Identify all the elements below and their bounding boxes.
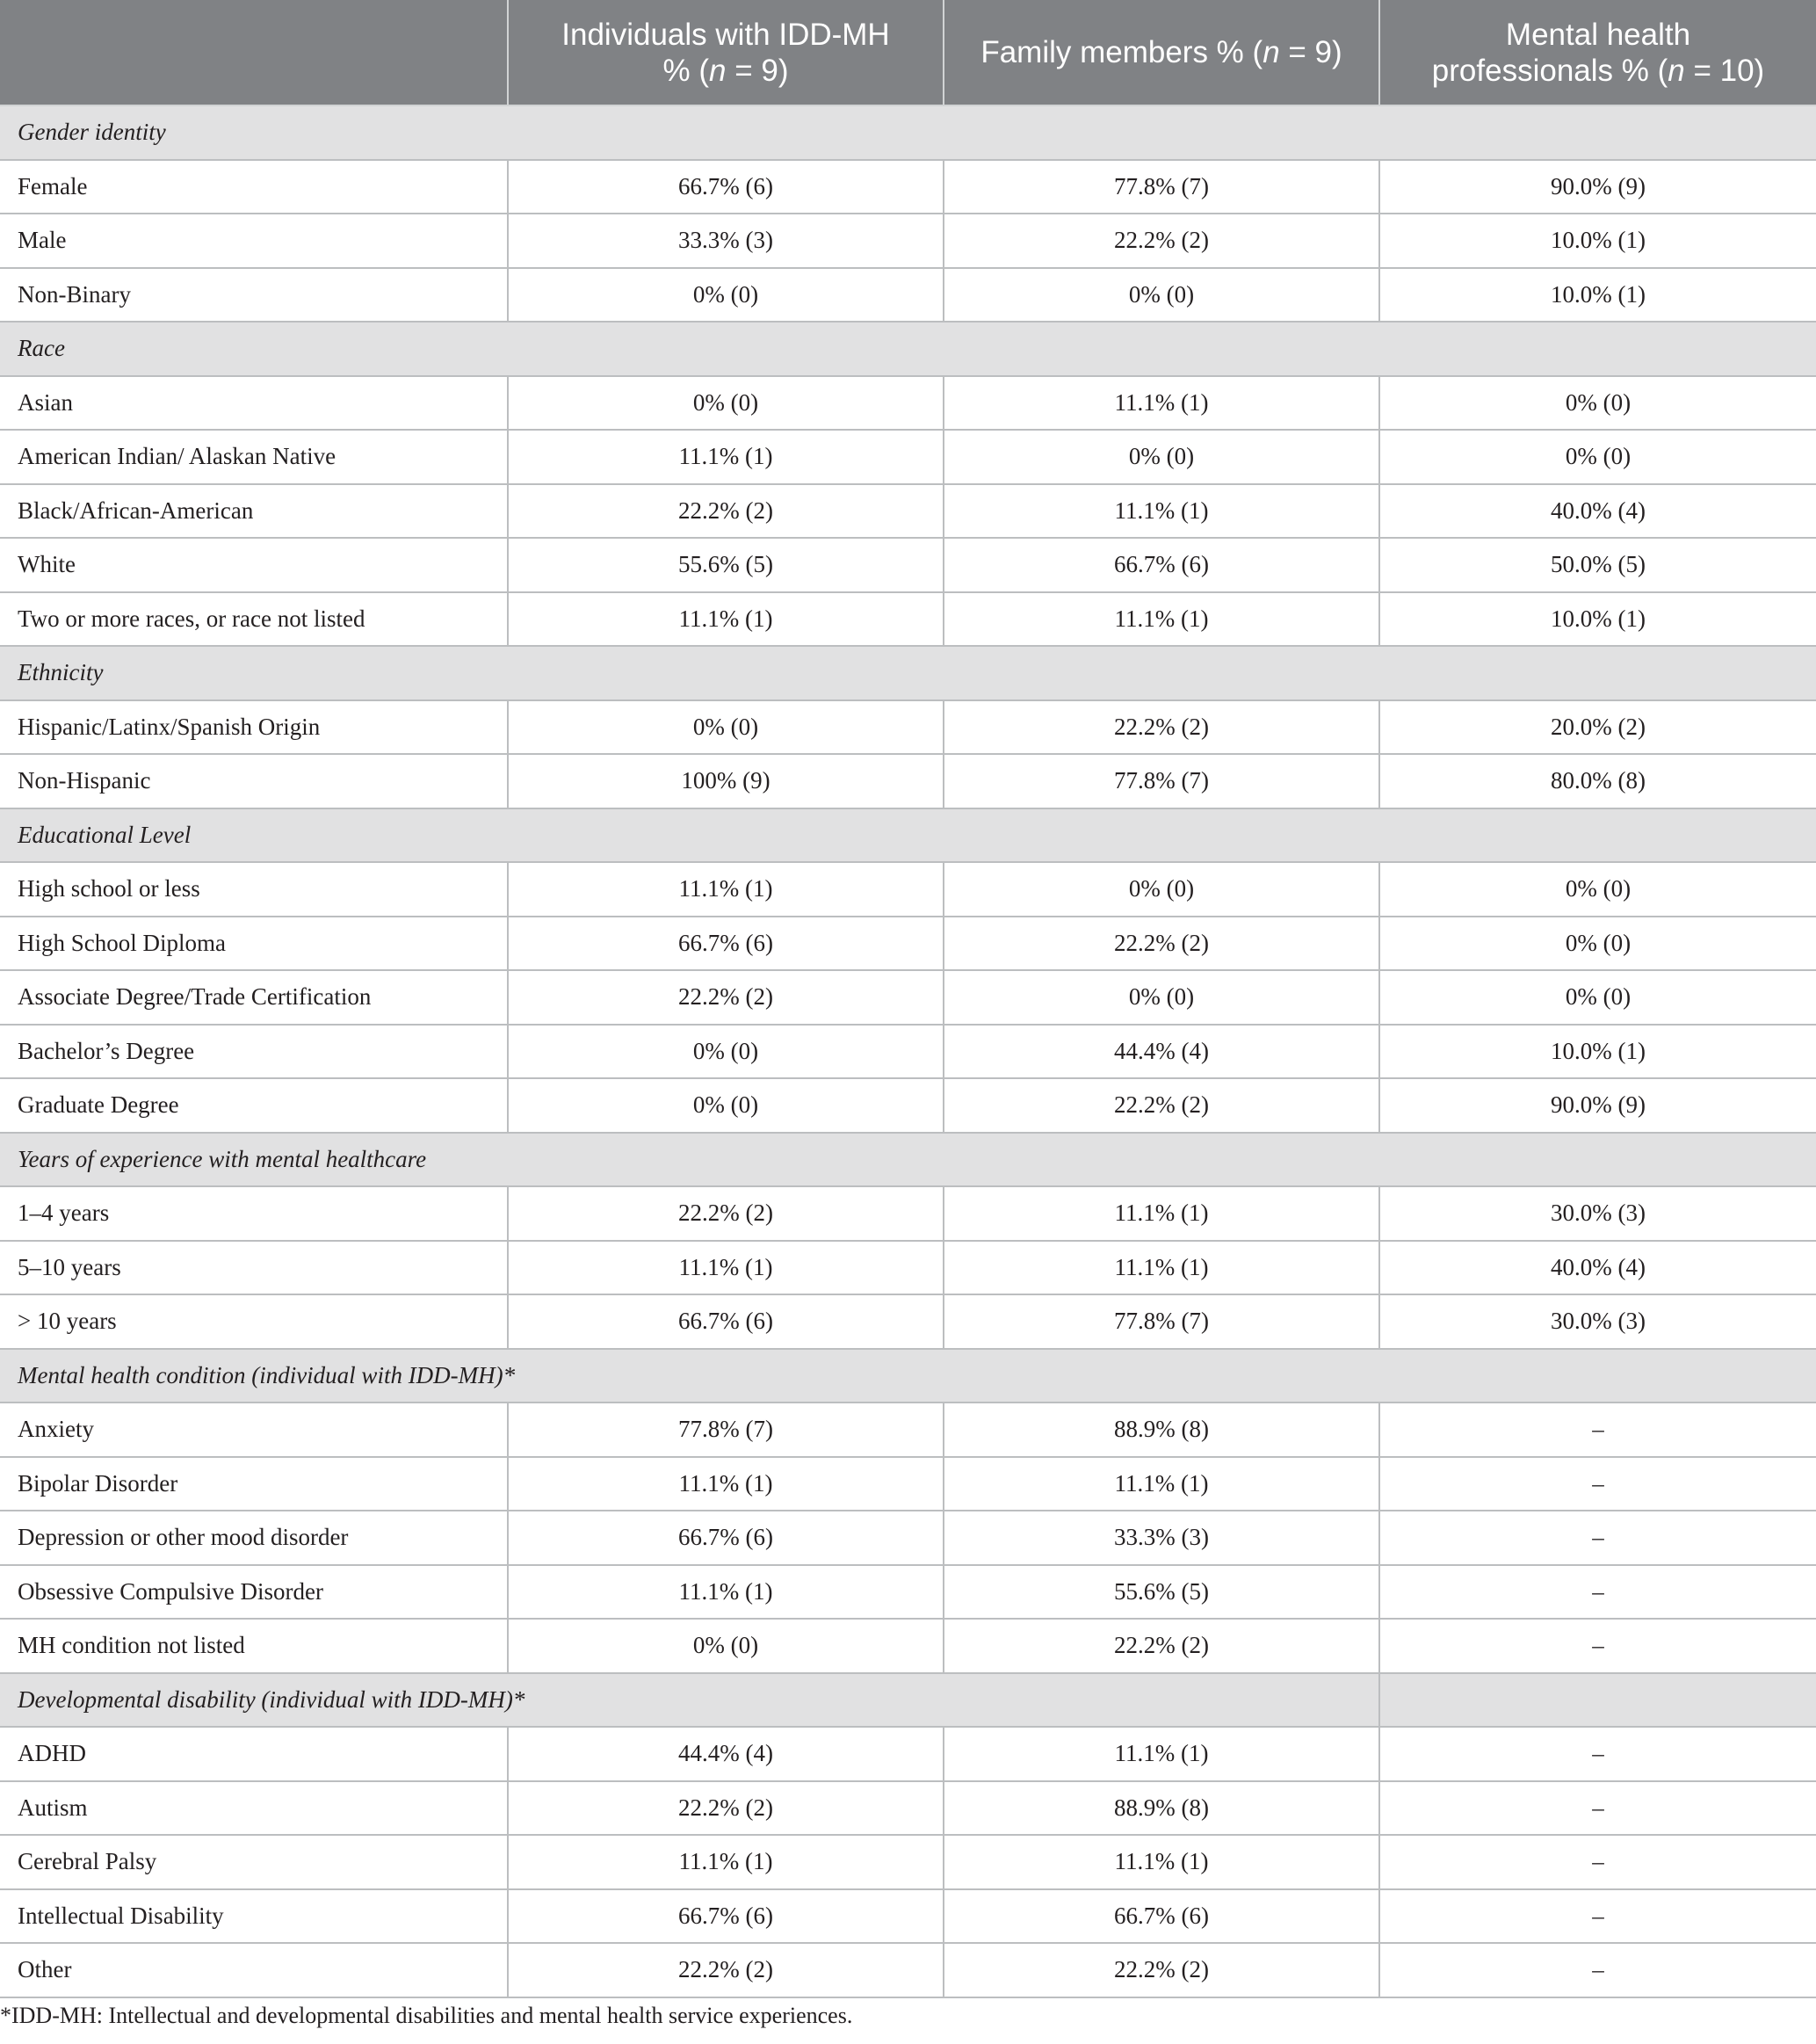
table-row — [0, 1943, 1816, 1997]
individuals-value: 0% (0) — [508, 700, 944, 755]
professionals-value: 80.0% (8) — [1379, 754, 1816, 808]
family-value: 0% (0) — [944, 268, 1379, 323]
individuals-value: 22.2% (2) — [508, 970, 944, 1025]
header-family-n: n — [1263, 35, 1280, 69]
professionals-value: 10.0% (1) — [1379, 214, 1816, 268]
section-row — [0, 1349, 1816, 1403]
table-row — [0, 592, 1816, 647]
professionals-value: – — [1379, 1403, 1816, 1457]
individuals-value: 0% (0) — [508, 1619, 944, 1673]
professionals-value: – — [1379, 1565, 1816, 1620]
section-row — [0, 1133, 1816, 1187]
header-empty-cell — [0, 0, 508, 105]
individuals-value: 66.7% (6) — [508, 160, 944, 214]
header-individuals-line1: Individuals with IDD-MH — [561, 17, 890, 52]
table-row — [0, 1835, 1816, 1889]
individuals-value: 11.1% (1) — [508, 1241, 944, 1295]
individuals-value: 66.7% (6) — [508, 1294, 944, 1349]
family-value: 0% (0) — [944, 430, 1379, 484]
individuals-value: 22.2% (2) — [508, 1943, 944, 1997]
individuals-value: 0% (0) — [508, 268, 944, 323]
professionals-value: 10.0% (1) — [1379, 1025, 1816, 1079]
professionals-value: 90.0% (9) — [1379, 160, 1816, 214]
individuals-value: 55.6% (5) — [508, 538, 944, 592]
section-title: Years of experience with mental healthcare — [0, 1133, 1816, 1187]
table-row — [0, 1241, 1816, 1295]
section-title: Educational Level — [0, 808, 1816, 863]
row-label: High School Diploma — [0, 917, 508, 971]
table-row — [0, 1619, 1816, 1673]
individuals-value: 77.8% (7) — [508, 1403, 944, 1457]
individuals-value: 0% (0) — [508, 376, 944, 431]
professionals-value: 0% (0) — [1379, 862, 1816, 917]
family-value: 22.2% (2) — [944, 700, 1379, 755]
table-header — [0, 0, 1816, 105]
row-label: Associate Degree/Trade Certification — [0, 970, 508, 1025]
row-label: Black/African-American — [0, 484, 508, 539]
section-title: Race — [0, 322, 1816, 376]
individuals-value: 11.1% (1) — [508, 1457, 944, 1511]
row-label: Obsessive Compulsive Disorder — [0, 1565, 508, 1620]
professionals-value: 40.0% (4) — [1379, 484, 1816, 539]
header-professionals-line1: Mental health — [1505, 17, 1691, 52]
family-value: 22.2% (2) — [944, 1943, 1379, 1997]
table-row — [0, 1511, 1816, 1565]
header-family-post: = 9) — [1279, 35, 1342, 69]
header-professionals-n: n — [1668, 53, 1685, 88]
table-row — [0, 1078, 1816, 1133]
table-row — [0, 1565, 1816, 1620]
individuals-value: 66.7% (6) — [508, 1889, 944, 1944]
section-row — [0, 646, 1816, 700]
table-row — [0, 1889, 1816, 1944]
table-row — [0, 970, 1816, 1025]
professionals-value: 50.0% (5) — [1379, 538, 1816, 592]
table-row — [0, 214, 1816, 268]
individuals-value: 66.7% (6) — [508, 1511, 944, 1565]
family-value: 44.4% (4) — [944, 1025, 1379, 1079]
individuals-value: 11.1% (1) — [508, 1565, 944, 1620]
section-title: Gender identity — [0, 105, 1816, 160]
family-value: 77.8% (7) — [944, 1294, 1379, 1349]
family-value: 22.2% (2) — [944, 214, 1379, 268]
header-professionals-pre: professionals % ( — [1431, 53, 1668, 88]
individuals-value: 33.3% (3) — [508, 214, 944, 268]
professionals-value: 20.0% (2) — [1379, 700, 1816, 755]
family-value: 88.9% (8) — [944, 1781, 1379, 1836]
table-footnote: *IDD-MH: Intellectual and developmental disabilities and mental health service experiences. — [0, 2003, 853, 2028]
professionals-value: 10.0% (1) — [1379, 592, 1816, 647]
individuals-value: 0% (0) — [508, 1025, 944, 1079]
family-value: 11.1% (1) — [944, 484, 1379, 539]
table-row — [0, 1025, 1816, 1079]
table-row — [0, 1294, 1816, 1349]
individuals-value: 11.1% (1) — [508, 592, 944, 647]
professionals-value: – — [1379, 1727, 1816, 1781]
individuals-value: 22.2% (2) — [508, 484, 944, 539]
family-value: 22.2% (2) — [944, 1078, 1379, 1133]
table-row — [0, 160, 1816, 214]
family-value: 11.1% (1) — [944, 1186, 1379, 1241]
row-label: Anxiety — [0, 1403, 508, 1457]
professionals-value: 0% (0) — [1379, 917, 1816, 971]
professionals-value: 30.0% (3) — [1379, 1294, 1816, 1349]
table-row — [0, 754, 1816, 808]
header-individuals — [508, 0, 944, 105]
professionals-value: – — [1379, 1511, 1816, 1565]
table-row — [0, 1186, 1816, 1241]
family-value: 11.1% (1) — [944, 1727, 1379, 1781]
row-label: Female — [0, 160, 508, 214]
professionals-value: 0% (0) — [1379, 376, 1816, 431]
professionals-value: 10.0% (1) — [1379, 268, 1816, 323]
section-row — [0, 105, 1816, 160]
individuals-value: 11.1% (1) — [508, 430, 944, 484]
row-label: 1–4 years — [0, 1186, 508, 1241]
row-label: White — [0, 538, 508, 592]
family-value: 77.8% (7) — [944, 160, 1379, 214]
table-row — [0, 700, 1816, 755]
family-value: 55.6% (5) — [944, 1565, 1379, 1620]
individuals-value: 11.1% (1) — [508, 862, 944, 917]
table-row — [0, 1403, 1816, 1457]
table-body — [0, 105, 1816, 1997]
professionals-value: – — [1379, 1619, 1816, 1673]
header-professionals-post: = 10) — [1684, 53, 1765, 88]
row-label: Two or more races, or race not listed — [0, 592, 508, 647]
section-title: Ethnicity — [0, 646, 1816, 700]
family-value: 22.2% (2) — [944, 1619, 1379, 1673]
row-label: Depression or other mood disorder — [0, 1511, 508, 1565]
row-label: Graduate Degree — [0, 1078, 508, 1133]
individuals-value: 0% (0) — [508, 1078, 944, 1133]
header-family-pre: Family members % ( — [980, 35, 1263, 69]
section-title: Mental health condition (individual with IDD-MH)* — [0, 1349, 1816, 1403]
section-row — [0, 322, 1816, 376]
family-value: 11.1% (1) — [944, 1835, 1379, 1889]
family-value: 22.2% (2) — [944, 917, 1379, 971]
table-row — [0, 484, 1816, 539]
professionals-value: 0% (0) — [1379, 970, 1816, 1025]
table-row — [0, 376, 1816, 431]
row-label: MH condition not listed — [0, 1619, 508, 1673]
professionals-value: – — [1379, 1781, 1816, 1836]
row-label: Asian — [0, 376, 508, 431]
professionals-value: 30.0% (3) — [1379, 1186, 1816, 1241]
family-value: 33.3% (3) — [944, 1511, 1379, 1565]
row-label: High school or less — [0, 862, 508, 917]
row-label: Other — [0, 1943, 508, 1997]
header-individuals-pre: % ( — [662, 53, 709, 88]
header-individuals-post: = 9) — [726, 53, 789, 88]
header-row — [0, 0, 1816, 105]
row-label: > 10 years — [0, 1294, 508, 1349]
row-label: Non-Binary — [0, 268, 508, 323]
family-value: 11.1% (1) — [944, 1457, 1379, 1511]
professionals-value: – — [1379, 1457, 1816, 1511]
section-blank-cell — [1379, 1673, 1816, 1728]
header-individuals-n: n — [709, 53, 727, 88]
professionals-value: – — [1379, 1835, 1816, 1889]
section-title: Developmental disability (individual with IDD-MH)* — [0, 1673, 1379, 1728]
table-row — [0, 1727, 1816, 1781]
individuals-value: 11.1% (1) — [508, 1835, 944, 1889]
professionals-value: 40.0% (4) — [1379, 1241, 1816, 1295]
individuals-value: 100% (9) — [508, 754, 944, 808]
table-row — [0, 538, 1816, 592]
row-label: Intellectual Disability — [0, 1889, 508, 1944]
individuals-value: 22.2% (2) — [508, 1186, 944, 1241]
row-label: 5–10 years — [0, 1241, 508, 1295]
family-value: 77.8% (7) — [944, 754, 1379, 808]
row-label: Non-Hispanic — [0, 754, 508, 808]
family-value: 11.1% (1) — [944, 376, 1379, 431]
individuals-value: 44.4% (4) — [508, 1727, 944, 1781]
professionals-value: – — [1379, 1889, 1816, 1944]
table-row — [0, 1457, 1816, 1511]
family-value: 66.7% (6) — [944, 538, 1379, 592]
individuals-value: 22.2% (2) — [508, 1781, 944, 1836]
section-row — [0, 1673, 1816, 1728]
professionals-value: 90.0% (9) — [1379, 1078, 1816, 1133]
table-row — [0, 268, 1816, 323]
row-label: ADHD — [0, 1727, 508, 1781]
header-family — [944, 0, 1379, 105]
header-professionals — [1379, 0, 1816, 105]
row-label: Bachelor’s Degree — [0, 1025, 508, 1079]
table-row — [0, 917, 1816, 971]
table-row — [0, 1781, 1816, 1836]
row-label: American Indian/ Alaskan Native — [0, 430, 508, 484]
table-row — [0, 430, 1816, 484]
row-label: Bipolar Disorder — [0, 1457, 508, 1511]
row-label: Male — [0, 214, 508, 268]
row-label: Hispanic/Latinx/Spanish Origin — [0, 700, 508, 755]
professionals-value: – — [1379, 1943, 1816, 1997]
table-row — [0, 862, 1816, 917]
section-row — [0, 808, 1816, 863]
family-value: 66.7% (6) — [944, 1889, 1379, 1944]
family-value: 0% (0) — [944, 970, 1379, 1025]
family-value: 11.1% (1) — [944, 1241, 1379, 1295]
individuals-value: 66.7% (6) — [508, 917, 944, 971]
family-value: 11.1% (1) — [944, 592, 1379, 647]
row-label: Cerebral Palsy — [0, 1835, 508, 1889]
family-value: 88.9% (8) — [944, 1403, 1379, 1457]
professionals-value: 0% (0) — [1379, 430, 1816, 484]
row-label: Autism — [0, 1781, 508, 1836]
family-value: 0% (0) — [944, 862, 1379, 917]
